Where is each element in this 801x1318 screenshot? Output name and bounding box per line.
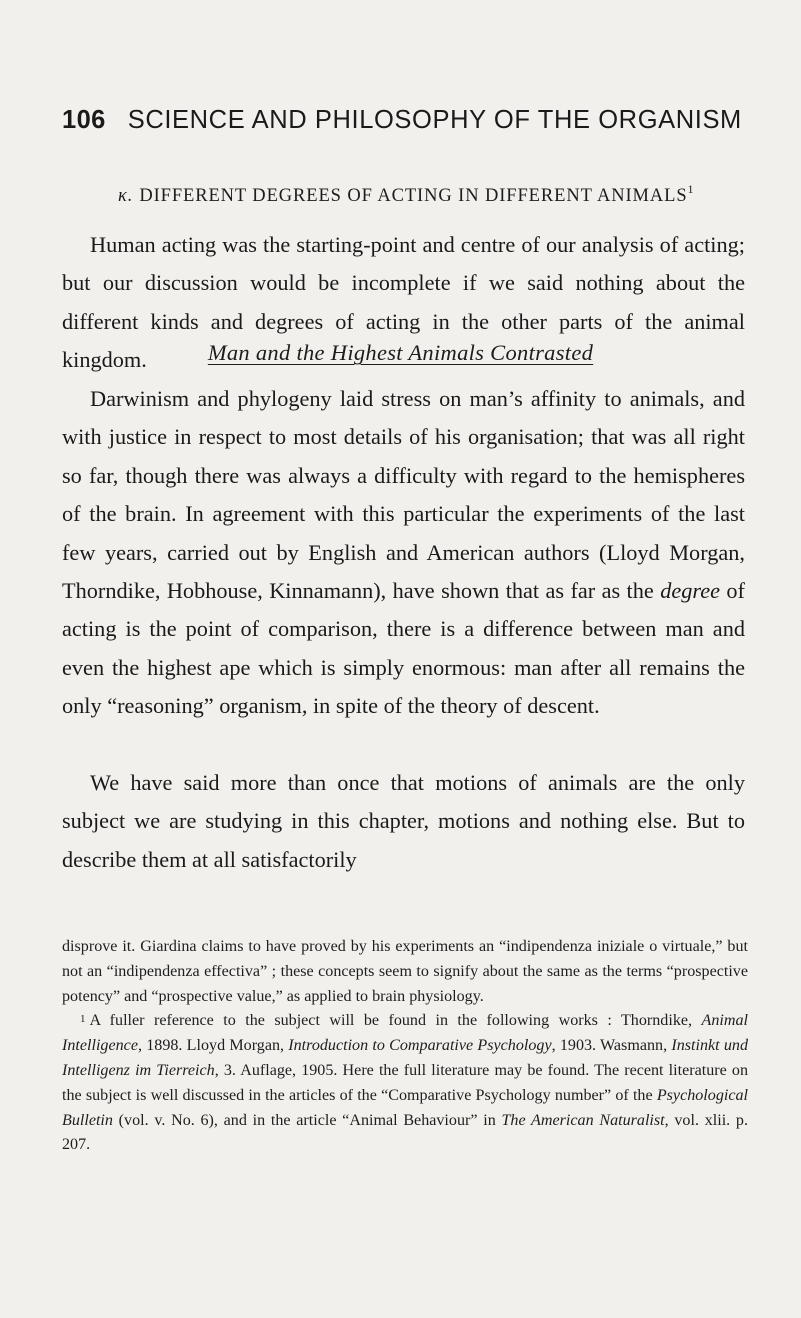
paragraph-text: We have said more than once that motions of animals are the only subject we are studying in this chapter, motions and nothing else. But to describe them at all satisfactorily [62, 770, 745, 872]
book-title-ref: Instinkt und Intelligenz im Tierreich [62, 1037, 748, 1079]
section-letter: κ. [118, 186, 134, 206]
section-heading [118, 182, 695, 207]
text-run: (vol. v. No. 6), and in the article “Animal Behaviour” in [112, 1111, 502, 1129]
running-head [62, 106, 762, 135]
journal-title-ref: The American Naturalist [501, 1111, 665, 1129]
text-run: of acting is the point of comparison, there is a difference between man and even the highest ape which is simply enormous: man after all remains the only “reasoning” organism, in spite of the theory of descent. [62, 578, 745, 719]
text-run: , 1903. Wasmann, [551, 1037, 672, 1055]
footnotes [62, 935, 748, 1158]
book-title-ref: Introduction to Comparative Psychology [288, 1037, 552, 1055]
text-run: , 1898. Lloyd Morgan, [137, 1037, 289, 1055]
footnote-continuation: disprove it. Giardina claims to have proved by his experiments an “indipendenza iniziale o virtuale,” but not an “indipendenza effectiva” ; these concepts seem to signify about the same as the terms “prospective potency” and “prospective value,” as applied to brain physiology. [62, 938, 748, 1005]
section-title: DIFFERENT DEGREES OF ACTING IN DIFFERENT ANIMALS [139, 186, 688, 206]
paragraph-darwinism [62, 380, 745, 726]
text-run: , vol. xlii. p. 207. [62, 1111, 748, 1154]
text-run: , 3. Auflage, 1905. Here the full literature may be found. The recent literature on the subject is well discussed in the articles of the “Comparative Psychology number” of the [62, 1061, 748, 1104]
emphasis: degree [660, 578, 721, 604]
book-title: SCIENCE AND PHILOSOPHY OF THE ORGANISM [127, 106, 742, 134]
footnote-marker: 1 [687, 182, 695, 196]
footnote-1 [62, 1009, 748, 1158]
subheading: Man and the Highest Animals Contrasted [207, 340, 594, 365]
book-title-ref: Animal Intelligence [62, 1012, 748, 1055]
footnote-number: 1 [80, 1013, 86, 1026]
paragraph-text: Human acting was the starting-point and centre of our analysis of acting; but our discussion would be incomplete if we said nothing about the different kinds and degrees of acting in the other parts of the animal kingdom. [62, 232, 745, 373]
text-run: A fuller reference to the subject will be found in the following works : Thorndike, [89, 1012, 702, 1030]
text-run: Darwinism and phylogeny laid stress on man’s affinity to animals, and with justice in respect to most details of his organisation; that was all right so far, though there was always a difficulty with regard to the hemispheres of the brain. In agreement with this particular the experiments of the last few years, carried out by English and American authors (Lloyd Morgan, Thorndike, Hobhouse, Kinnamann), have shown that as far as the [62, 386, 745, 604]
page-number: 106 [62, 106, 106, 134]
paragraph-text [62, 380, 745, 726]
journal-title-ref: Psychological Bulletin [62, 1086, 748, 1129]
paragraph-motions [62, 764, 745, 879]
